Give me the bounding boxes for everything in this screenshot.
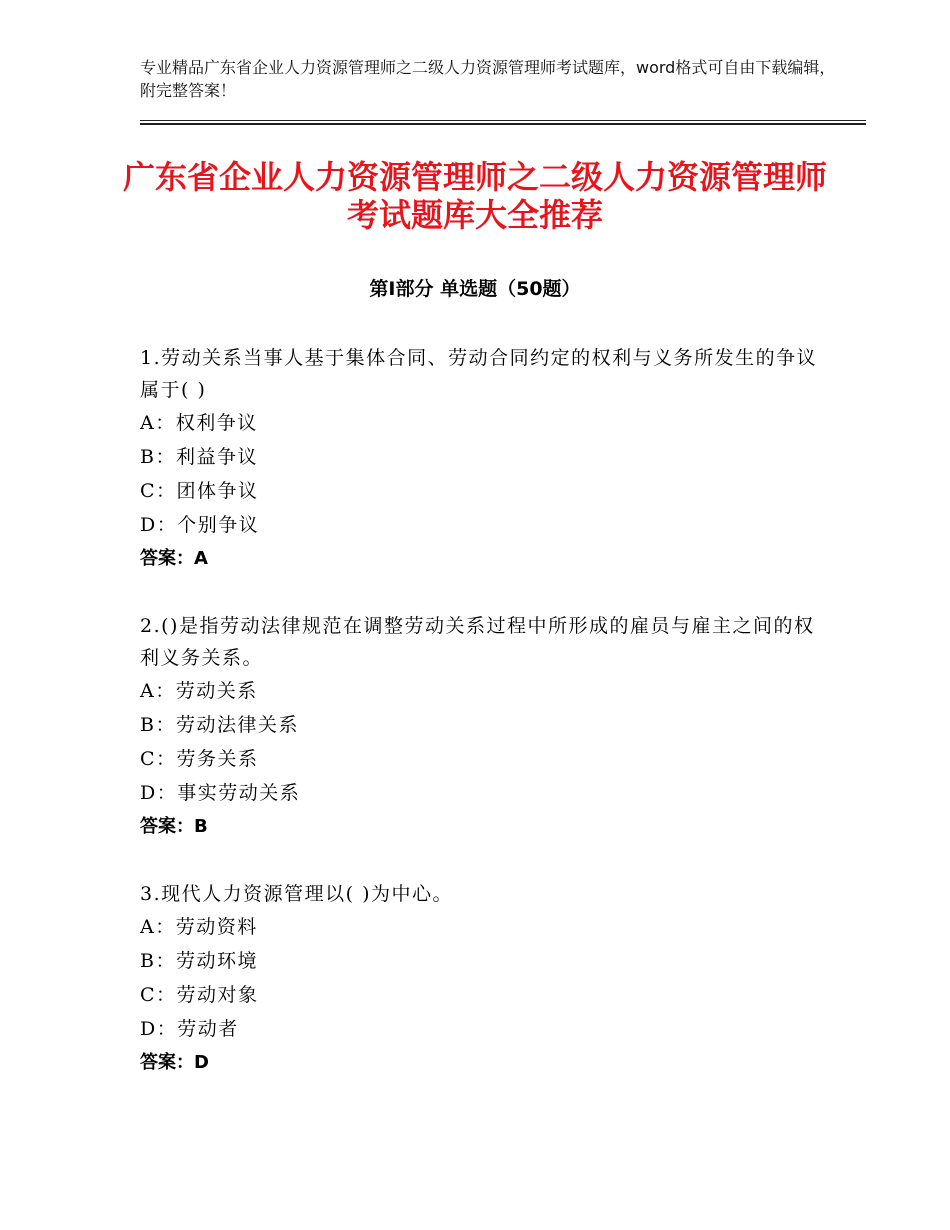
option-a: A：权利争议 — [140, 412, 258, 434]
question-3 — [140, 878, 820, 1080]
option-c: C：劳动对象 — [140, 984, 259, 1006]
option-d: D：个别争议 — [140, 514, 260, 536]
answer: 答案：A — [140, 548, 208, 569]
option-a: A：劳动资料 — [140, 916, 258, 938]
option-b: B：利益争议 — [140, 446, 258, 468]
header-note: 专业精品广东省企业人力资源管理师之二级人力资源管理师考试题库，word格式可自由下载编辑，附完整答案！ — [140, 58, 836, 100]
question-list — [140, 342, 820, 1114]
answer: 答案：D — [140, 1052, 209, 1073]
document-title: 广东省企业人力资源管理师之二级人力资源管理师考试题库大全推荐 — [122, 158, 827, 234]
header-rule-thin — [140, 120, 866, 121]
question-stem: 1.劳动关系当事人基于集体合同、劳动合同约定的权利与义务所发生的争议属于( ) — [140, 347, 818, 401]
question-1 — [140, 342, 820, 576]
option-b: B：劳动环境 — [140, 950, 258, 972]
option-b: B：劳动法律关系 — [140, 714, 299, 736]
option-c: C：劳务关系 — [140, 748, 259, 770]
option-d: D：事实劳动关系 — [140, 782, 301, 804]
header-rule-thick — [140, 123, 866, 125]
question-stem: 2.()是指劳动法律规范在调整劳动关系过程中所形成的雇员与雇主之间的权利义务关系。 — [140, 615, 815, 669]
answer: 答案：B — [140, 816, 208, 837]
question-stem: 3.现代人力资源管理以( )为中心。 — [140, 883, 453, 905]
option-d: D：劳动者 — [140, 1018, 239, 1040]
option-c: C：团体争议 — [140, 480, 259, 502]
option-a: A：劳动关系 — [140, 680, 258, 702]
section-heading: 第Ⅰ部分 单选题（50题） — [369, 278, 581, 300]
question-2 — [140, 610, 820, 844]
